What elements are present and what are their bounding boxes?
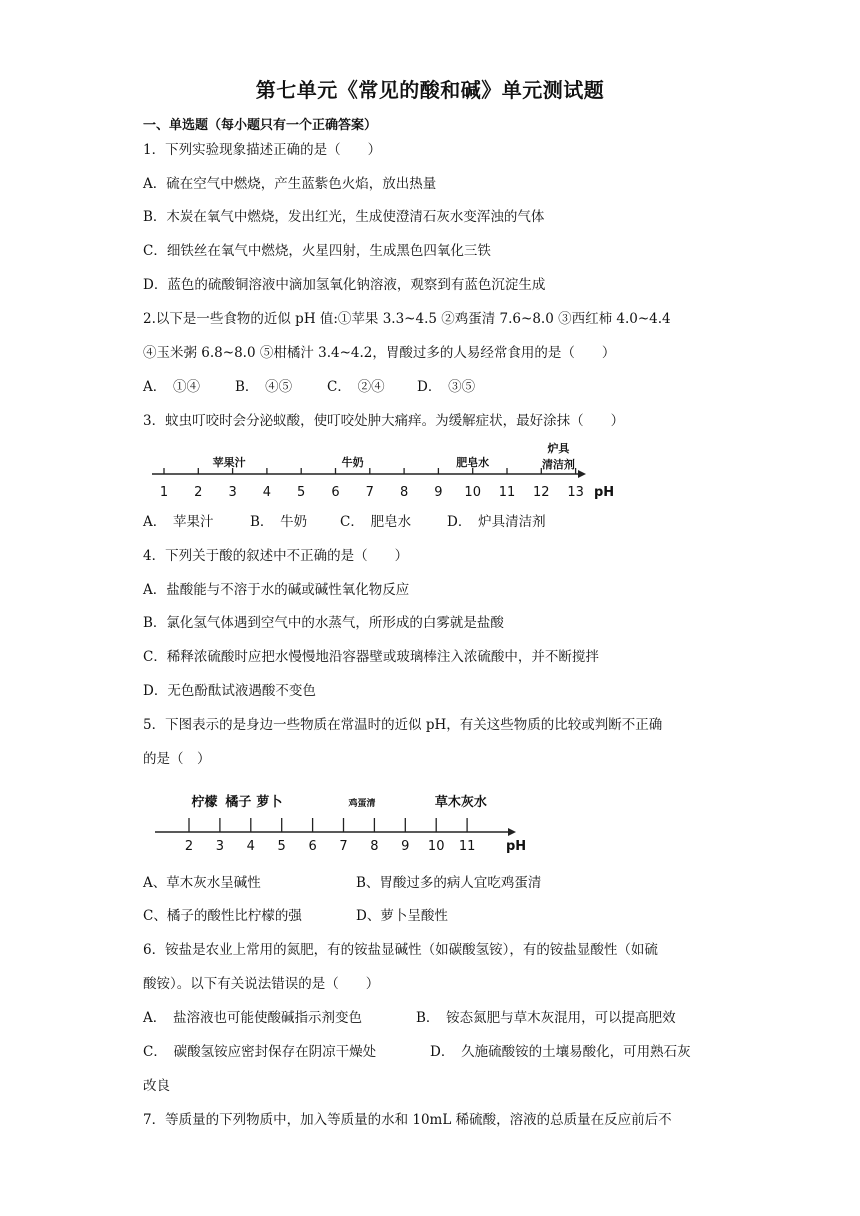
scale-tick-label: 5 — [277, 839, 286, 854]
scale-substance-label: 萝卜 — [256, 795, 283, 810]
scale-tick-label: 10 — [464, 485, 481, 500]
q6-option-d: D． 久施硫酸铵的土壤易酸化，可用熟石灰 — [430, 1044, 691, 1060]
scale-substance-label: 柠檬 — [191, 795, 218, 810]
scale-substance-label: 鸡蛋清 — [348, 799, 376, 809]
scale-substance-label: 清洁剂 — [541, 458, 575, 471]
q3-option-a: A． 苹果汁 — [143, 514, 214, 530]
scale-tick-label: 11 — [498, 485, 516, 500]
q3-option-c: C． 肥皂水 — [340, 514, 412, 530]
scale-tick-label: 4 — [262, 485, 272, 500]
q2-option-a: A． ①④ — [143, 379, 200, 395]
scale-tick-label: 6 — [308, 839, 317, 854]
q6-option-d-cont: 改良 — [143, 1078, 170, 1094]
scale-tick-label: 5 — [297, 485, 306, 500]
scale-tick-label: 13 — [567, 485, 584, 500]
scale-tick-label: 3 — [215, 839, 225, 854]
q3-option-d: D． 炉具清洁剂 — [447, 514, 546, 530]
scale-substance-label: 炉具 — [547, 442, 570, 455]
section-heading: 一、单选题（每小题只有一个正确答案） — [143, 118, 378, 133]
scale-arrow — [578, 470, 586, 478]
q5-option-a: A、草木灰水呈碱性 — [143, 875, 261, 891]
q5-option-c: C、橘子的酸性比柠檬的强 — [143, 908, 302, 924]
scale-substance-label: 橘子 — [225, 795, 252, 810]
scale-unit-label: pH — [506, 839, 527, 854]
scale-tick-label: 1 — [159, 485, 169, 500]
scale-substance-label: 肥皂水 — [456, 456, 490, 469]
q2-stem-line1: 2.以下是一些食物的近似 pH 值:①苹果 3.3~4.5 ②鸡蛋清 7.6~8.0 ③西红柿 4.0~4.4 — [143, 311, 671, 327]
scale-tick-label: 6 — [331, 485, 340, 500]
q3-ph-scale — [150, 438, 620, 504]
q5-option-b: B、胃酸过多的病人宜吃鸡蛋清 — [356, 875, 542, 891]
q6-option-b: B． 铵态氮肥与草木灰混用，可以提高肥效 — [416, 1010, 676, 1026]
q4-stem: 4．下列关于酸的叙述中不正确的是（ ） — [143, 548, 409, 564]
page-title: 第七单元《常见的酸和碱》单元测试题 — [255, 78, 605, 102]
q2-option-c: C． ②④ — [327, 379, 385, 395]
q2-option-b: B． ④⑤ — [235, 379, 293, 395]
scale-tick-label: 9 — [401, 839, 410, 854]
scale-tick-label: 11 — [458, 839, 476, 854]
q5-stem-line1: 5．下图表示的是身边一些物质在常温时的近似 pH，有关这些物质的比较或判断不正确 — [143, 717, 663, 733]
q6-option-c: C． 碳酸氢铵应密封保存在阴凉干燥处 — [143, 1044, 377, 1060]
q5-ph-scale — [150, 780, 530, 856]
scale-tick-label: 8 — [399, 485, 409, 500]
q6-option-a: A． 盐溶液也可能使酸碱指示剂变色 — [143, 1010, 362, 1026]
q4-option-a: A．盐酸能与不溶于水的碱或碱性氧化物反应 — [143, 582, 410, 598]
scale-tick-label: 7 — [365, 485, 374, 500]
q6-stem-line2: 酸铵）。以下有关说法错误的是（ ） — [143, 976, 380, 992]
scale-tick-label: 12 — [533, 485, 550, 500]
q2-option-d: D． ③⑤ — [417, 379, 476, 395]
scale-tick-label: 8 — [370, 839, 379, 854]
q1-option-c: C．细铁丝在氧气中燃烧，火星四射，生成黑色四氧化三铁 — [143, 243, 491, 259]
scale-tick-label: 3 — [228, 485, 237, 500]
q5-stem-line2: 的是（ ） — [143, 751, 211, 767]
scale-tick-label: 10 — [427, 839, 445, 854]
scale-tick-label: 4 — [246, 839, 255, 854]
q1-option-d: D．蓝色的硫酸铜溶液中滴加氢氧化钠溶液，观察到有蓝色沉淀生成 — [143, 277, 546, 293]
scale-tick-label: 2 — [184, 839, 194, 854]
q3-option-b: B． 牛奶 — [250, 514, 308, 530]
scale-arrow — [508, 828, 516, 836]
q7-stem: 7．等质量的下列物质中，加入等质量的水和 10mL 稀硫酸，溶液的总质量在反应前后不 — [143, 1112, 672, 1128]
q4-option-d: D．无色酚酞试液遇酸不变色 — [143, 683, 316, 699]
scale-substance-label: 苹果汁 — [212, 456, 246, 469]
q5-option-d: D、萝卜呈酸性 — [356, 908, 448, 924]
scale-substance-label: 牛奶 — [341, 456, 364, 469]
scale-tick-label: 2 — [194, 485, 203, 500]
q1-option-a: A．硫在空气中燃烧，产生蓝紫色火焰，放出热量 — [143, 176, 437, 192]
q4-option-b: B．氯化氢气体遇到空气中的水蒸气，所形成的白雾就是盐酸 — [143, 615, 504, 631]
scale-tick-label: 9 — [434, 485, 443, 500]
q4-option-c: C．稀释浓硫酸时应把水慢慢地沿容器壁或玻璃棒注入浓硫酸中，并不断搅拌 — [143, 649, 599, 665]
q1-stem: 1．下列实验现象描述正确的是（ ） — [143, 142, 382, 158]
scale-substance-label: 草木灰水 — [434, 795, 487, 810]
q3-stem: 3．蚊虫叮咬时会分泌蚁酸，使叮咬处肿大痛痒。为缓解症状，最好涂抹（ ） — [143, 413, 625, 429]
q2-stem-line2: ④玉米粥 6.8~8.0 ⑤柑橘汁 3.4~4.2，胃酸过多的人易经常食用的是（ ） — [143, 345, 616, 361]
q6-stem-line1: 6．铵盐是农业上常用的氮肥，有的铵盐显碱性（如碳酸氢铵），有的铵盐显酸性（如硫 — [143, 942, 658, 958]
scale-unit-label: pH — [594, 485, 615, 500]
q1-option-b: B．木炭在氧气中燃烧，发出红光，生成使澄清石灰水变浑浊的气体 — [143, 209, 545, 225]
scale-tick-label: 7 — [339, 839, 348, 854]
